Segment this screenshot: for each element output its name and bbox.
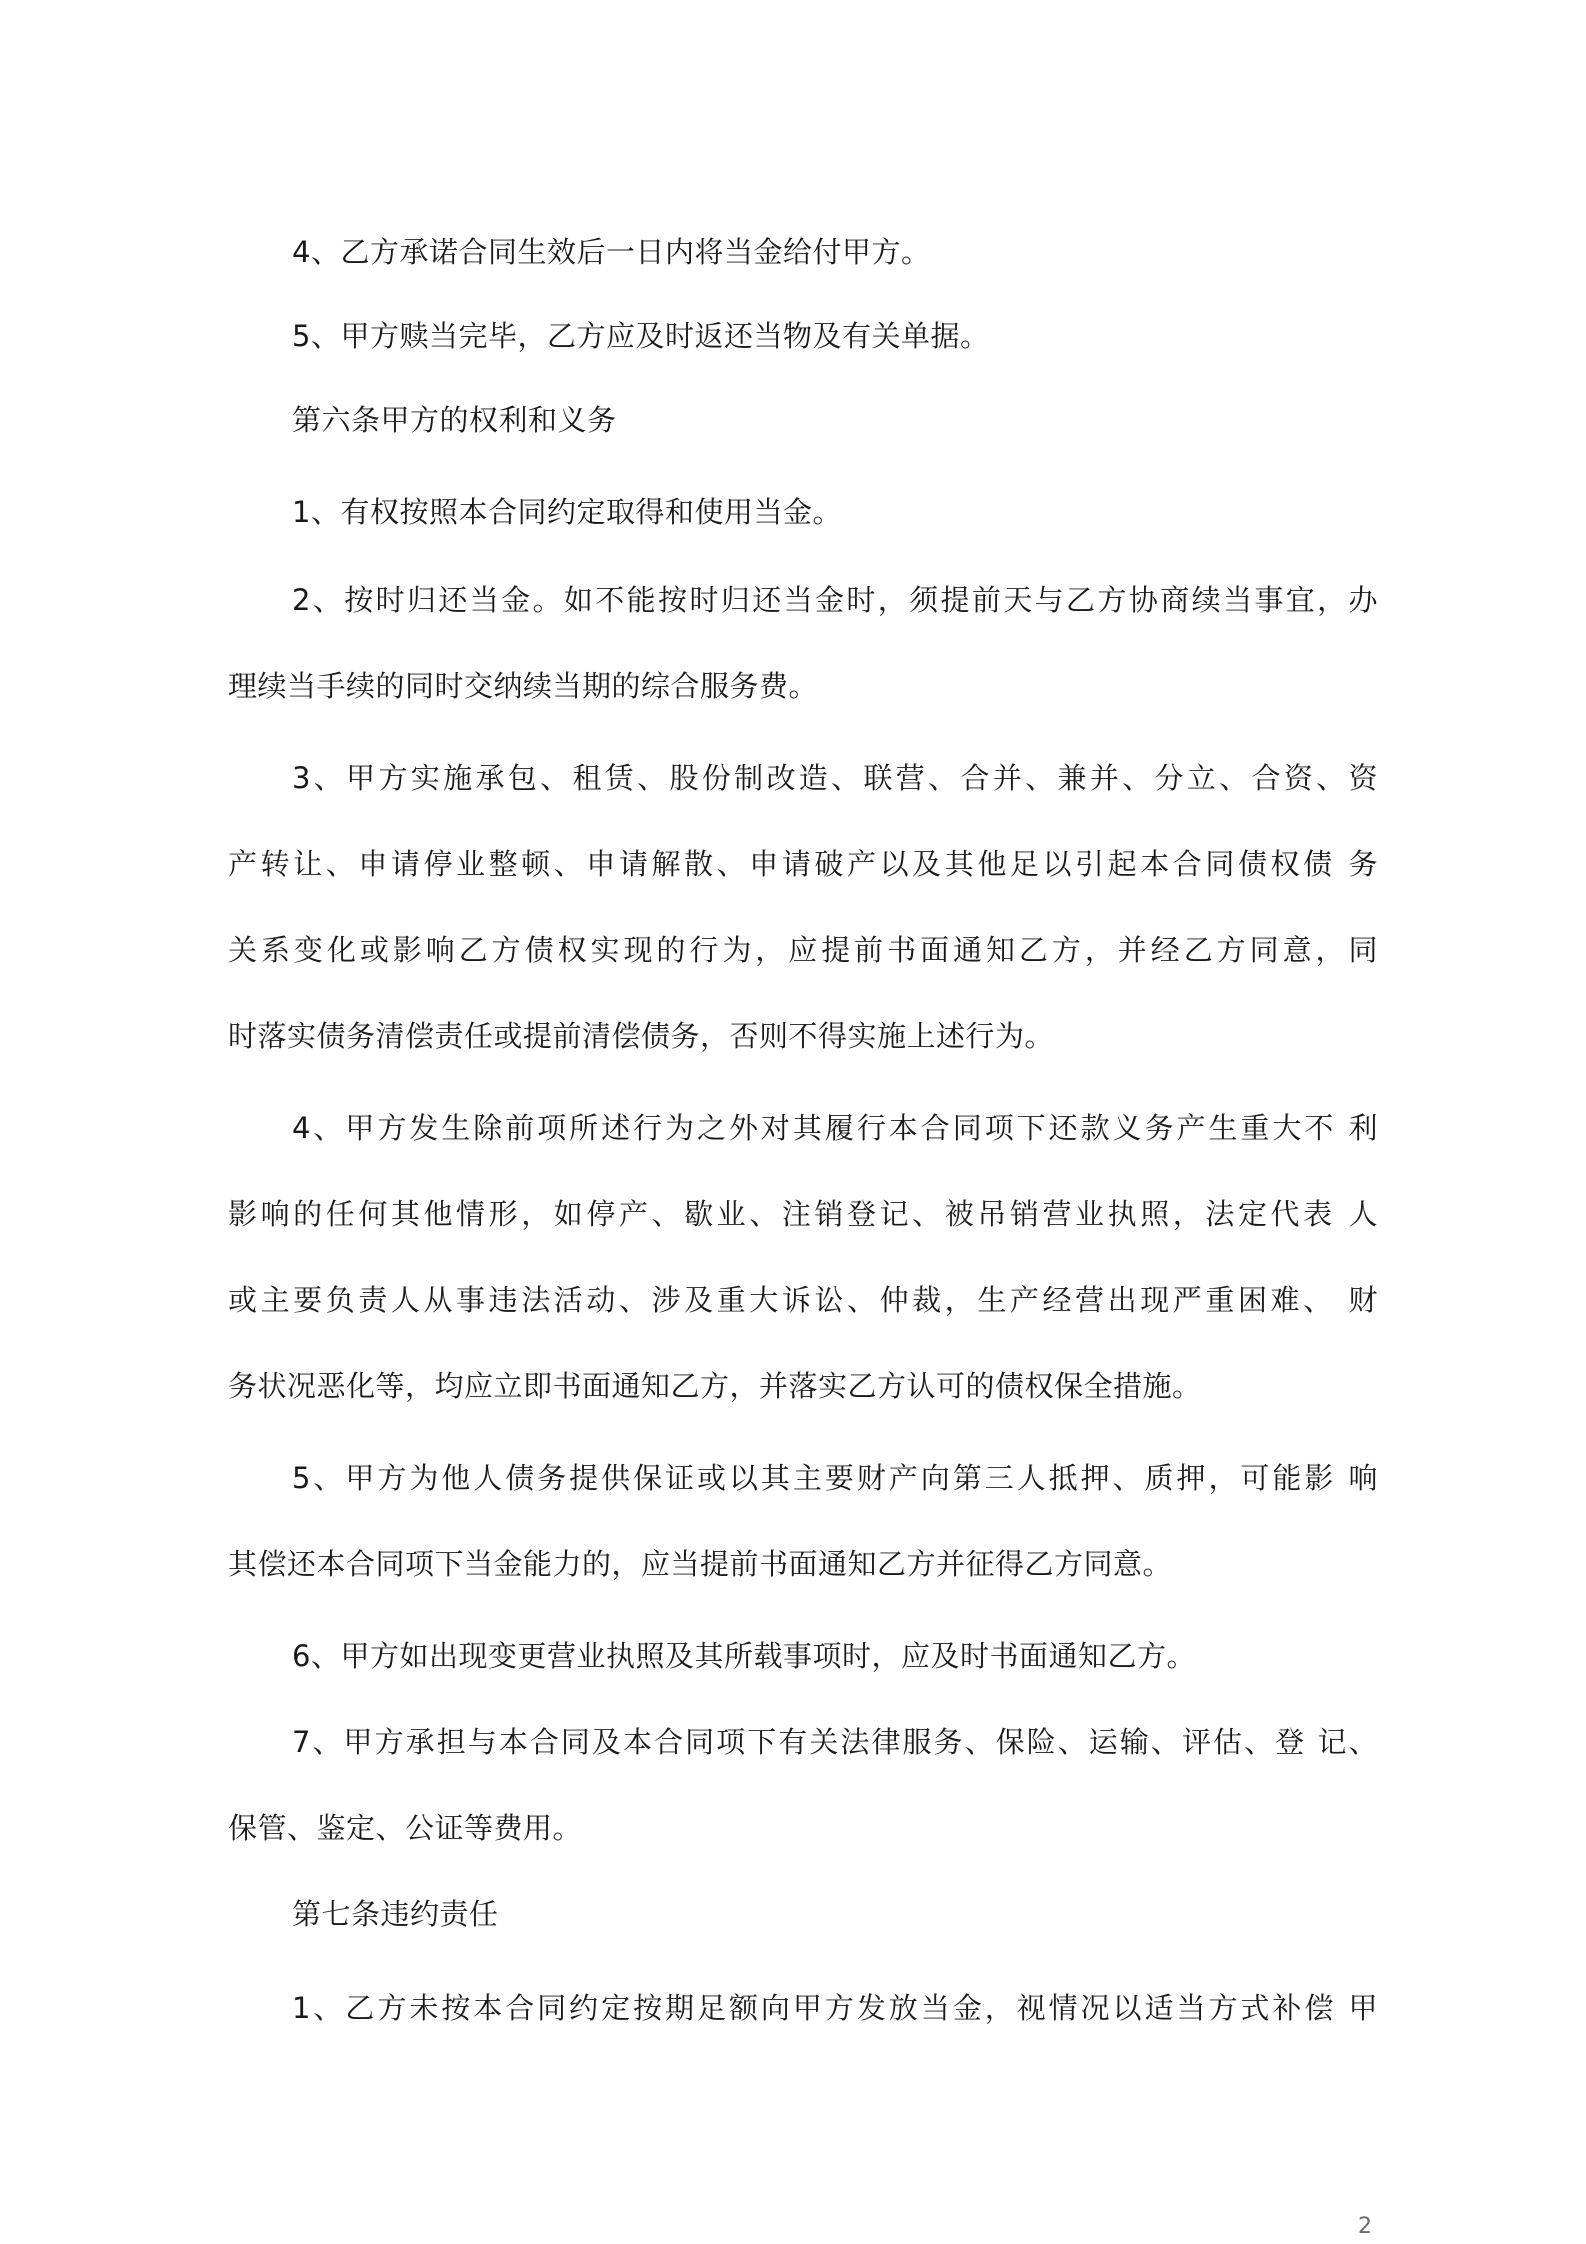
paragraph-line: 务状况恶化等，均应立即书面通知乙方，并落实乙方认可的债权保全措施。 xyxy=(228,1369,1202,1403)
paragraph-line: 其偿还本合同项下当金能力的，应当提前书面通知乙方并征得乙方同意。 xyxy=(228,1547,1173,1581)
paragraph-line: 或主要负责人从事违法活动、涉及重大诉讼、仲裁，生产经营出现严重困难、 财 xyxy=(228,1283,1378,1317)
page-number: 2 xyxy=(1358,2214,1372,2239)
paragraph-line: 1、有权按照本合同约定取得和使用当金。 xyxy=(292,495,842,529)
paragraph-line: 理续当手续的同时交纳续当期的综合服务费。 xyxy=(228,669,819,703)
paragraph-line: 6、甲方如出现变更营业执照及其所载事项时，应及时书面通知乙方。 xyxy=(292,1639,1196,1673)
paragraph-line: 保管、鉴定、公证等费用。 xyxy=(228,1811,583,1845)
paragraph-line: 3、甲方实施承包、租赁、股份制改造、联营、合并、兼并、分立、合资、资 xyxy=(292,761,1378,795)
paragraph-line: 2、按时归还当金。如不能按时归还当金时，须提前天与乙方协商续当事宜，办 xyxy=(292,583,1378,617)
paragraph-line: 5、甲方赎当完毕，乙方应及时返还当物及有关单据。 xyxy=(292,319,990,353)
paragraph-line: 影响的任何其他情形，如停产、歇业、注销登记、被吊销营业执照，法定代表 人 xyxy=(228,1197,1378,1231)
paragraph-line: 时落实债务清偿责任或提前清偿债务，否则不得实施上述行为。 xyxy=(228,1019,1055,1053)
paragraph-line: 5、甲方为他人债务提供保证或以其主要财产向第三人抵押、质押，可能影 响 xyxy=(292,1461,1378,1495)
paragraph-line: 4、甲方发生除前项所述行为之外对其履行本合同项下还款义务产生重大不 利 xyxy=(292,1111,1378,1145)
paragraph-line: 7、甲方承担与本合同及本合同项下有关法律服务、保险、运输、评估、登 记、 xyxy=(292,1725,1378,1759)
paragraph-line: 4、乙方承诺合同生效后一日内将当金给付甲方。 xyxy=(292,235,931,269)
paragraph-line: 1、乙方未按本合同约定按期足额向甲方发放当金，视情况以适当方式补偿 甲 xyxy=(292,1991,1378,2025)
paragraph-line: 产转让、申请停业整顿、申请解散、申请破产以及其他足以引起本合同债权债 务 xyxy=(228,847,1378,881)
section-heading: 第六条甲方的权利和义务 xyxy=(292,403,617,437)
paragraph-line: 关系变化或影响乙方债权实现的行为，应提前书面通知乙方，并经乙方同意，同 xyxy=(228,933,1378,967)
section-heading: 第七条违约责任 xyxy=(292,1897,499,1931)
